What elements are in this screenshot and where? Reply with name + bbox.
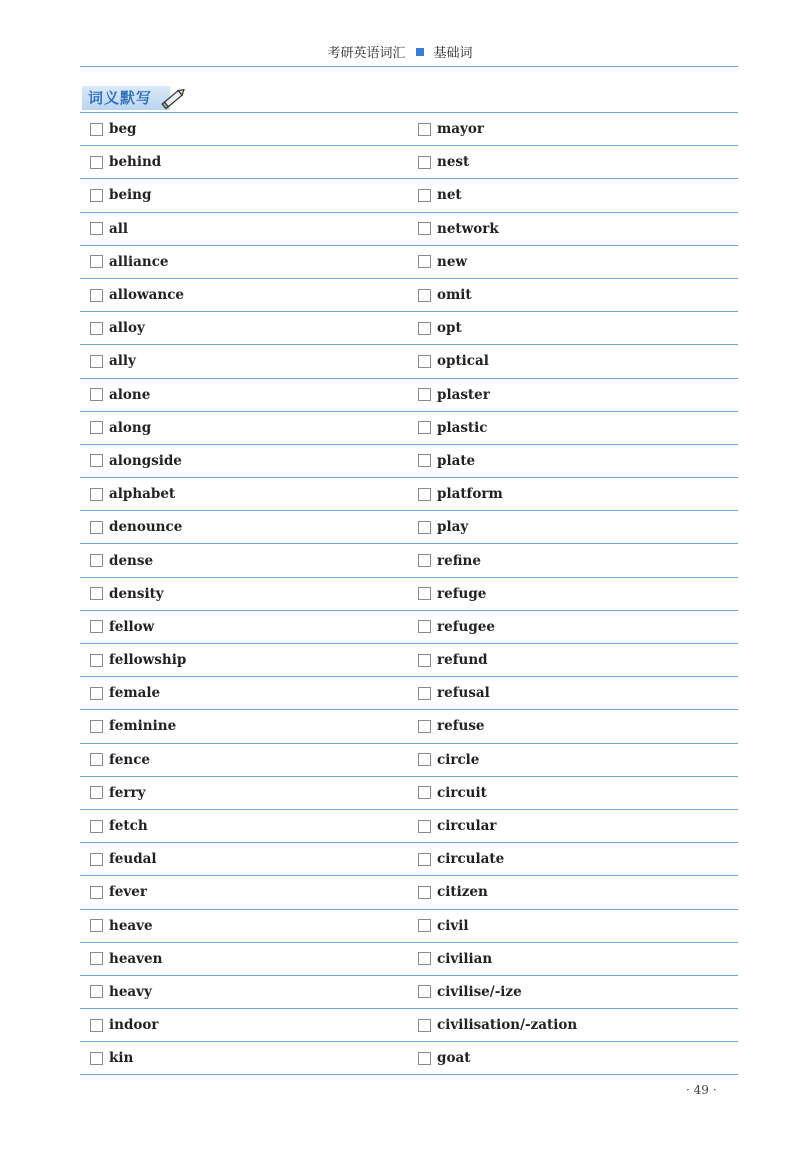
vocab-word: refine xyxy=(437,552,481,569)
vocab-word: along xyxy=(109,419,152,436)
vocab-word: optical xyxy=(437,353,489,370)
word-row-right xyxy=(408,876,738,909)
checkbox-icon[interactable] xyxy=(418,222,431,235)
word-row-right xyxy=(408,246,738,279)
checkbox-icon[interactable] xyxy=(90,355,103,368)
vocab-word: net xyxy=(437,187,462,204)
checkbox-icon[interactable] xyxy=(90,189,103,202)
vocab-word: kin xyxy=(109,1050,134,1067)
checkbox-icon[interactable] xyxy=(90,654,103,667)
vocab-word: play xyxy=(437,519,469,536)
vocab-word: feminine xyxy=(109,718,177,735)
checkbox-icon[interactable] xyxy=(90,985,103,998)
vocab-word: refugee xyxy=(437,618,495,635)
word-row-right xyxy=(408,312,738,345)
checkbox-icon[interactable] xyxy=(418,952,431,965)
vocab-word: density xyxy=(109,585,164,602)
vocab-word: opt xyxy=(437,320,462,337)
running-header xyxy=(0,42,800,61)
checkbox-icon[interactable] xyxy=(418,853,431,866)
word-row-right xyxy=(408,710,738,743)
word-row-left xyxy=(80,777,408,810)
vocab-word: circle xyxy=(437,751,480,768)
square-bullet-icon xyxy=(416,48,424,56)
vocab-word: civilise/-ize xyxy=(437,983,522,1000)
checkbox-icon[interactable] xyxy=(90,156,103,169)
word-row-right xyxy=(408,1009,738,1042)
word-row-left xyxy=(80,445,408,478)
checkbox-icon[interactable] xyxy=(90,952,103,965)
checkbox-icon[interactable] xyxy=(90,820,103,833)
word-row-left xyxy=(80,379,408,412)
word-row-right xyxy=(408,1042,738,1075)
checkbox-icon[interactable] xyxy=(90,521,103,534)
vocab-word: circuit xyxy=(437,784,487,801)
vocab-word: omit xyxy=(437,287,472,304)
checkbox-icon[interactable] xyxy=(418,919,431,932)
checkbox-icon[interactable] xyxy=(90,255,103,268)
vocab-word: heaven xyxy=(109,950,163,967)
word-row-left xyxy=(80,113,408,146)
checkbox-icon[interactable] xyxy=(90,786,103,799)
word-row-left xyxy=(80,876,408,909)
word-row-left xyxy=(80,1042,408,1075)
checkbox-icon[interactable] xyxy=(418,355,431,368)
checkbox-icon[interactable] xyxy=(418,156,431,169)
word-row-left xyxy=(80,544,408,577)
checkbox-icon[interactable] xyxy=(90,222,103,235)
vocab-word: alone xyxy=(109,386,151,403)
vocab-word: plaster xyxy=(437,386,490,403)
vocab-word: heavy xyxy=(109,983,152,1000)
word-row-left xyxy=(80,810,408,843)
checkbox-icon[interactable] xyxy=(90,720,103,733)
checkbox-icon[interactable] xyxy=(90,289,103,302)
vocab-word: circulate xyxy=(437,851,505,868)
checkbox-icon[interactable] xyxy=(90,753,103,766)
vocab-word: fever xyxy=(109,884,147,901)
word-row-right xyxy=(408,644,738,677)
word-row-left xyxy=(80,511,408,544)
pencil-icon xyxy=(160,86,188,110)
checkbox-icon[interactable] xyxy=(418,985,431,998)
vocab-word: behind xyxy=(109,154,162,171)
vocab-word: ally xyxy=(109,353,136,370)
vocab-word: goat xyxy=(437,1050,471,1067)
vocab-word: female xyxy=(109,685,161,702)
word-row-left xyxy=(80,478,408,511)
word-row-right xyxy=(408,412,738,445)
vocab-word: fellowship xyxy=(109,652,187,669)
checkbox-icon[interactable] xyxy=(90,886,103,899)
section-title: 词义默写 xyxy=(82,86,170,110)
checkbox-icon[interactable] xyxy=(90,587,103,600)
vocab-word: network xyxy=(437,220,499,237)
vocab-word: beg xyxy=(109,121,137,138)
vocab-word: heave xyxy=(109,917,153,934)
word-row-left xyxy=(80,677,408,710)
word-grid xyxy=(80,113,738,1075)
checkbox-icon[interactable] xyxy=(418,289,431,302)
vocab-word: new xyxy=(437,253,468,270)
vocab-word: alongside xyxy=(109,452,182,469)
word-row-right xyxy=(408,744,738,777)
vocab-word: refuge xyxy=(437,585,487,602)
checkbox-icon[interactable] xyxy=(90,554,103,567)
checkbox-icon[interactable] xyxy=(418,1019,431,1032)
vocab-word: being xyxy=(109,187,152,204)
word-row-left xyxy=(80,644,408,677)
vocab-word: alphabet xyxy=(109,486,176,503)
word-row-left xyxy=(80,345,408,378)
checkbox-icon[interactable] xyxy=(90,421,103,434)
checkbox-icon[interactable] xyxy=(90,1019,103,1032)
checkbox-icon[interactable] xyxy=(418,886,431,899)
word-row-left xyxy=(80,246,408,279)
checkbox-icon[interactable] xyxy=(418,654,431,667)
word-row-left xyxy=(80,179,408,212)
header-title: 考研英语词汇 xyxy=(327,46,406,61)
word-row-left xyxy=(80,312,408,345)
word-row-left xyxy=(80,976,408,1009)
vocab-word: platform xyxy=(437,486,503,503)
checkbox-icon[interactable] xyxy=(418,1052,431,1065)
word-row-right xyxy=(408,578,738,611)
word-row-right xyxy=(408,511,738,544)
vocab-word: alliance xyxy=(109,253,169,270)
word-row-right xyxy=(408,677,738,710)
word-row-left xyxy=(80,910,408,943)
word-row-left xyxy=(80,279,408,312)
word-row-left xyxy=(80,843,408,876)
word-row-right xyxy=(408,146,738,179)
checkbox-icon[interactable] xyxy=(90,687,103,700)
checkbox-icon[interactable] xyxy=(418,554,431,567)
vocab-word: plate xyxy=(437,452,476,469)
vocab-word: mayor xyxy=(437,121,484,138)
word-row-right xyxy=(408,611,738,644)
word-row-right xyxy=(408,810,738,843)
checkbox-icon[interactable] xyxy=(90,322,103,335)
word-row-right xyxy=(408,179,738,212)
checkbox-icon[interactable] xyxy=(90,488,103,501)
word-row-left xyxy=(80,611,408,644)
vocab-word: all xyxy=(109,220,129,237)
word-row-right xyxy=(408,445,738,478)
vocab-word: citizen xyxy=(437,884,488,901)
word-row-right xyxy=(408,544,738,577)
checkbox-icon[interactable] xyxy=(90,620,103,633)
word-row-left xyxy=(80,710,408,743)
checkbox-icon[interactable] xyxy=(90,454,103,467)
word-row-left xyxy=(80,744,408,777)
vocab-word: refund xyxy=(437,652,488,669)
vocab-word: civilisation/-zation xyxy=(437,1017,578,1034)
vocab-word: fellow xyxy=(109,618,155,635)
checkbox-icon[interactable] xyxy=(418,454,431,467)
word-row-right xyxy=(408,777,738,810)
word-row-right xyxy=(408,976,738,1009)
vocab-word: fetch xyxy=(109,818,148,835)
page-number: · 49 · xyxy=(686,1083,717,1097)
vocab-word: indoor xyxy=(109,1017,159,1034)
vocab-word: denounce xyxy=(109,519,183,536)
vocab-word: circular xyxy=(437,818,497,835)
vocab-word: feudal xyxy=(109,851,157,868)
word-row-right xyxy=(408,379,738,412)
word-row-right xyxy=(408,113,738,146)
vocab-word: alloy xyxy=(109,320,145,337)
vocab-word: civilian xyxy=(437,950,493,967)
checkbox-icon[interactable] xyxy=(418,123,431,136)
checkbox-icon[interactable] xyxy=(90,919,103,932)
checkbox-icon[interactable] xyxy=(90,388,103,401)
word-row-right xyxy=(408,943,738,976)
word-row-right xyxy=(408,345,738,378)
checkbox-icon[interactable] xyxy=(90,1052,103,1065)
vocab-word: fence xyxy=(109,751,151,768)
checkbox-icon[interactable] xyxy=(418,322,431,335)
checkbox-icon[interactable] xyxy=(418,388,431,401)
checkbox-icon[interactable] xyxy=(418,620,431,633)
vocab-word: ferry xyxy=(109,784,146,801)
header-divider xyxy=(80,66,738,67)
checkbox-icon[interactable] xyxy=(418,687,431,700)
word-row-right xyxy=(408,910,738,943)
checkbox-icon[interactable] xyxy=(418,421,431,434)
word-row-right xyxy=(408,213,738,246)
vocab-word: nest xyxy=(437,154,470,171)
checkbox-icon[interactable] xyxy=(418,820,431,833)
checkbox-icon[interactable] xyxy=(418,521,431,534)
word-row-left xyxy=(80,213,408,246)
vocab-word: civil xyxy=(437,917,469,934)
word-row-left xyxy=(80,146,408,179)
word-row-right xyxy=(408,279,738,312)
vocab-word: dense xyxy=(109,552,154,569)
checkbox-icon[interactable] xyxy=(418,255,431,268)
checkbox-icon[interactable] xyxy=(418,720,431,733)
checkbox-icon[interactable] xyxy=(418,753,431,766)
word-row-left xyxy=(80,1009,408,1042)
vocab-word: plastic xyxy=(437,419,488,436)
checkbox-icon[interactable] xyxy=(90,123,103,136)
checkbox-icon[interactable] xyxy=(418,189,431,202)
word-row-left xyxy=(80,412,408,445)
vocab-word: allowance xyxy=(109,287,185,304)
checkbox-icon[interactable] xyxy=(90,853,103,866)
word-row-left xyxy=(80,943,408,976)
word-row-right xyxy=(408,478,738,511)
checkbox-icon[interactable] xyxy=(418,786,431,799)
word-row-right xyxy=(408,843,738,876)
header-subtitle: 基础词 xyxy=(433,46,473,61)
checkbox-icon[interactable] xyxy=(418,488,431,501)
word-row-left xyxy=(80,578,408,611)
vocab-word: refuse xyxy=(437,718,485,735)
vocab-word: refusal xyxy=(437,685,490,702)
checkbox-icon[interactable] xyxy=(418,587,431,600)
